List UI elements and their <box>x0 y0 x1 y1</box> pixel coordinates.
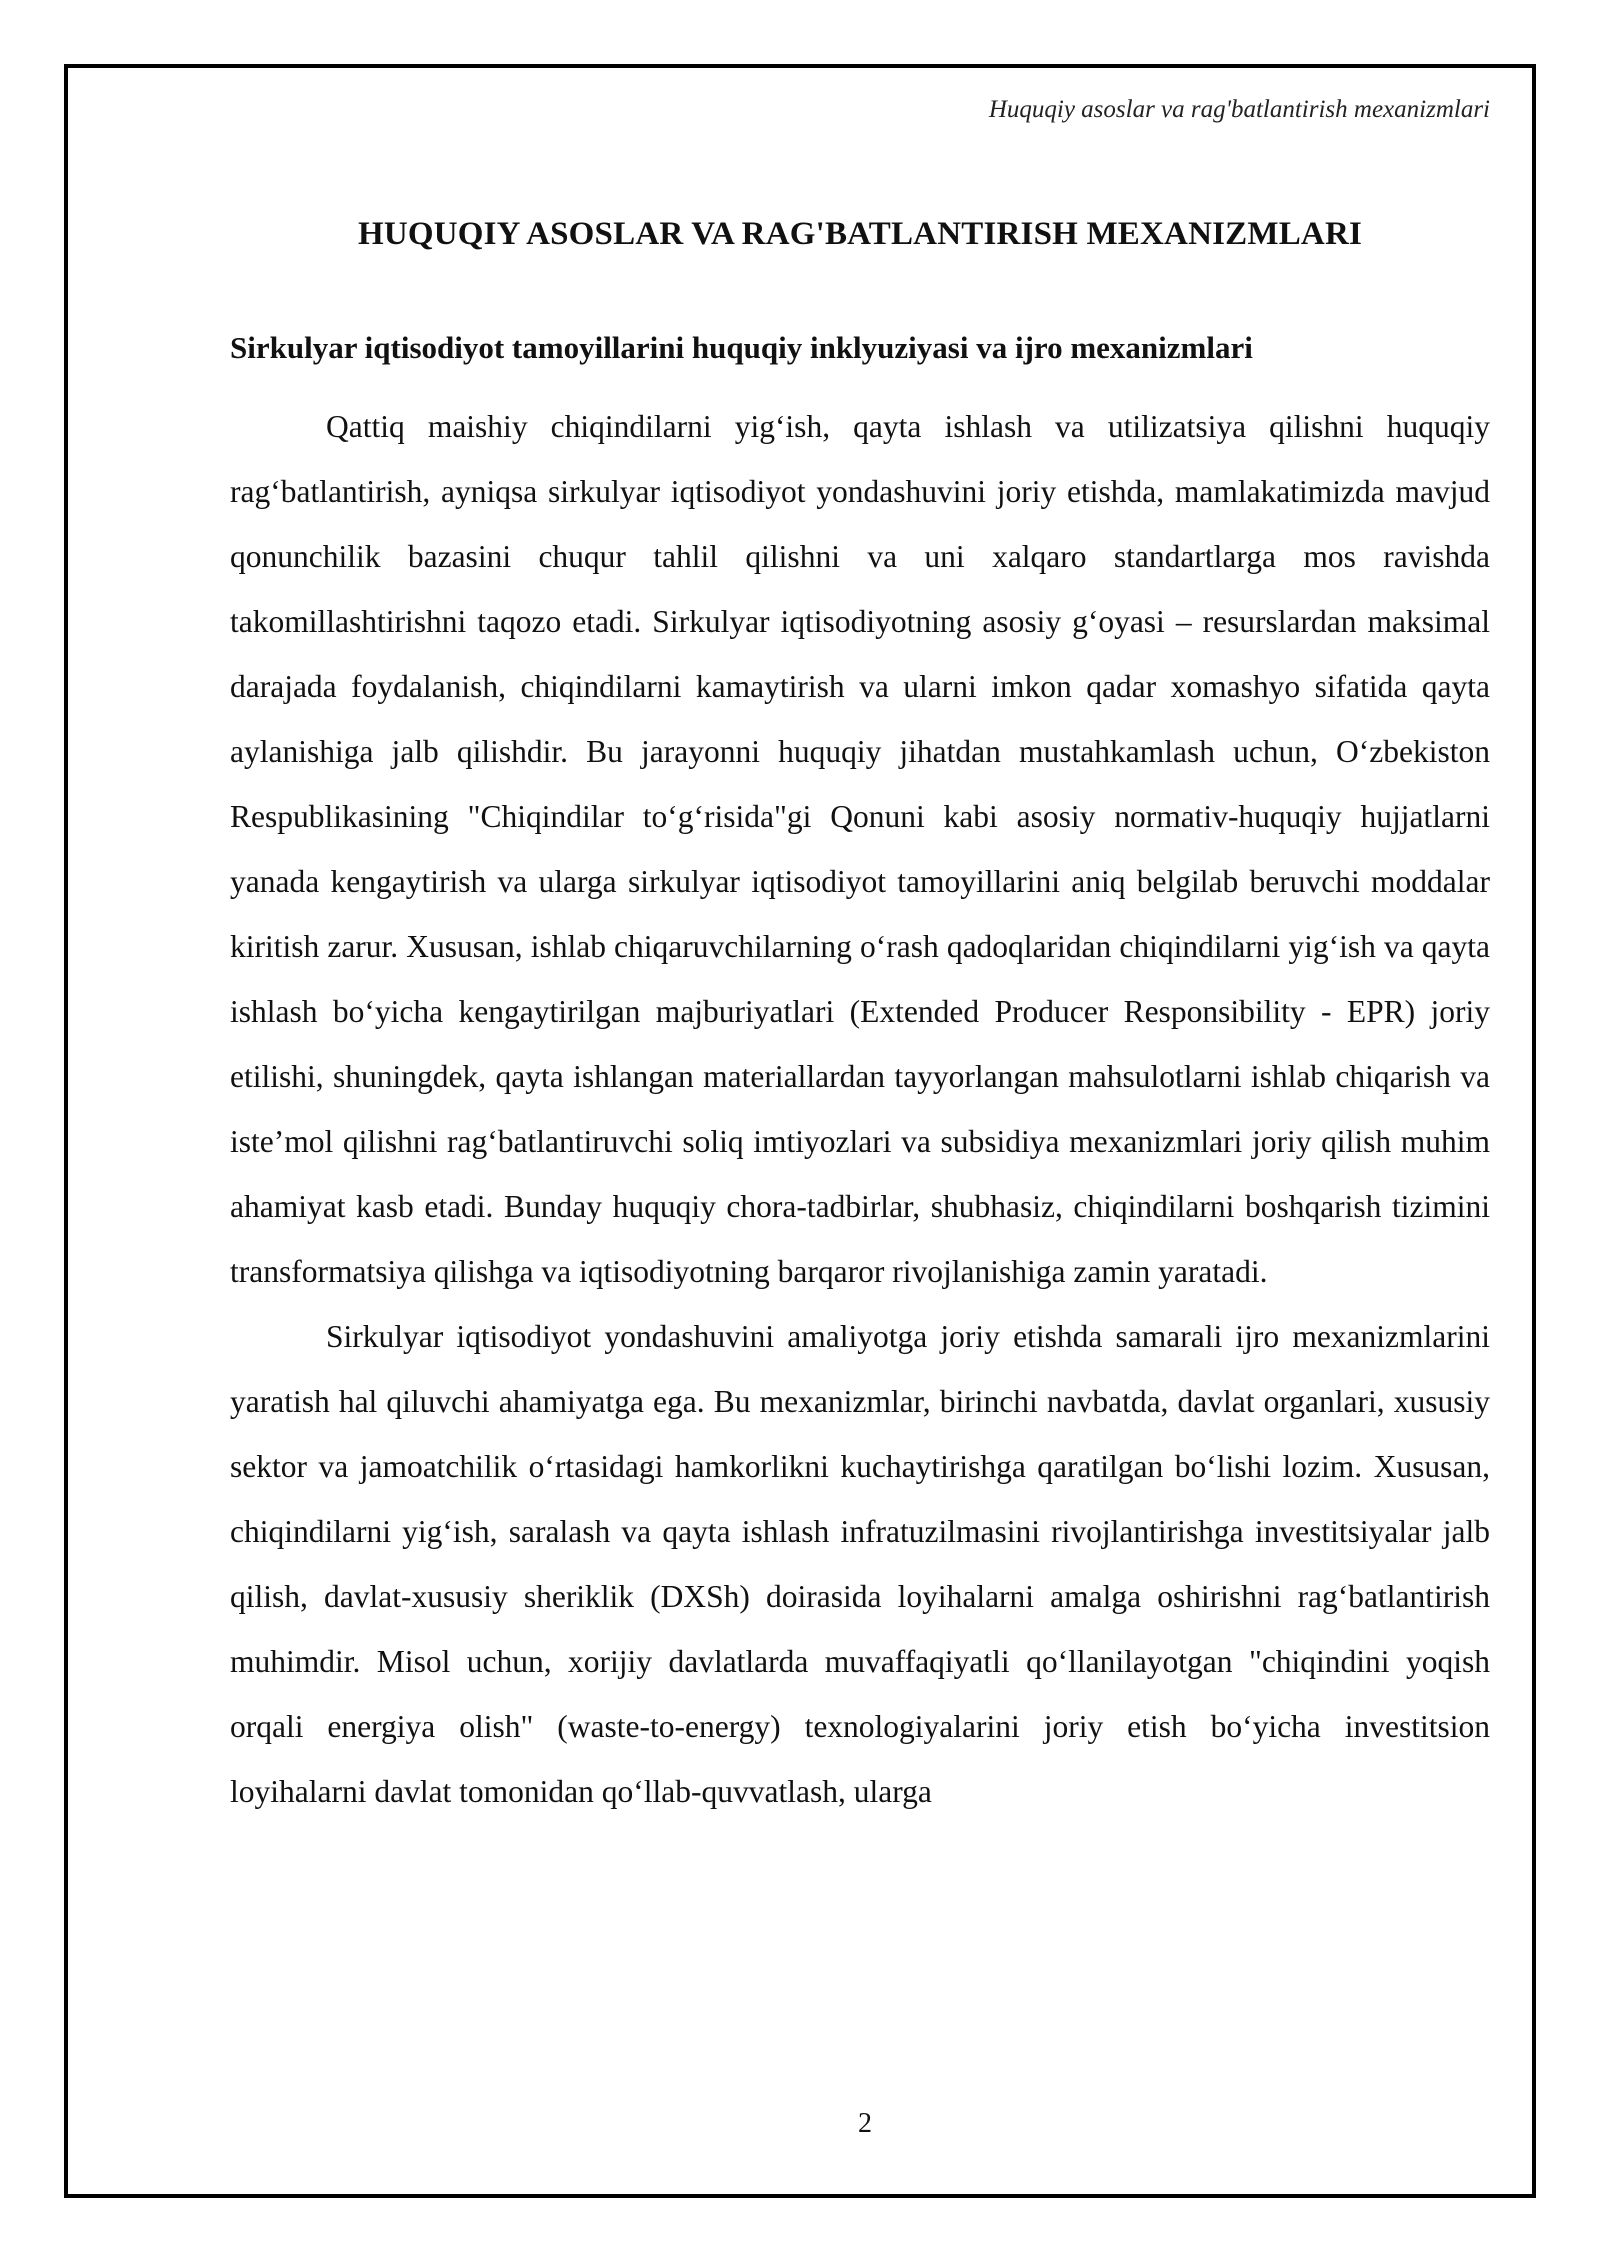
body-paragraph-1: Qattiq maishiy chiqindilarni yig‘ish, qayta ishlash va utilizatsiya qilishni huquqiy rag‘batlantirish, ayniqsa sirkulyar iqtisodiyot yondashuvini joriy etishda, mamlakatimizda mavjud qonunchilik bazasini chuqur tahlil qilishni va uni xalqaro standartlarga mos ravishda takomillashtirishni taqozo etadi. Sirkulyar iqtisodiyotning asosiy g‘oyasi – resurslardan maksimal darajada foydalanish, chiqindilarni kamaytirish va ularni imkon qadar xomashyo sifatida qayta aylanishiga jalb qilishdir. Bu jarayonni huquqiy jihatdan mustahkamlash uchun, O‘zbekiston Respublikasining "Chiqindilar to‘g‘risida"gi Qonuni kabi asosiy normativ-huquqiy hujjatlarni yanada kengaytirish va ularga sirkulyar iqtisodiyot tamoyillarini aniq belgilab beruvchi moddalar kiritish zarur. Xususan, ishlab chiqaruvchilarning o‘rash qadoqlaridan chiqindilarni yig‘ish va qayta ishlash bo‘yicha kengaytirilgan majburiyatlari (Extended Producer Responsibility - EPR) joriy etilishi, shuningdek, qayta ishlangan materiallardan tayyorlangan mahsulotlarni ishlab chiqarish va iste’mol qilishni rag‘batlantiruvchi soliq imtiyozlari va subsidiya mexanizmlari joriy qilish muhim ahamiyat kasb etadi. Bunday huquqiy chora-tadbirlar, shubhasiz, chiqindilarni boshqarish tizimini transformatsiya qilishga va iqtisodiyotning barqaror rivojlanishiga zamin yaratadi. <box>230 409 1490 1289</box>
body-paragraph-2: Sirkulyar iqtisodiyot yondashuvini amaliyotga joriy etishda samarali ijro mexanizmlarini yaratish hal qiluvchi ahamiyatga ega. Bu mexanizmlar, birinchi navbatda, davlat organlari, xususiy sektor va jamoatchilik o‘rtasidagi hamkorlikni kuchaytirishga qaratilgan bo‘lishi lozim. Xususan, chiqindilarni yig‘ish, saralash va qayta ishlash infratuzilmasini rivojlantirishga investitsiyalar jalb qilish, davlat-xususiy sheriklik (DXSh) doirasida loyihalarni amalga oshirishni rag‘batlantirish muhimdir. Misol uchun, xorijiy davlatlarda muvaffaqiyatli qo‘llanilayotgan "chiqindini yoqish orqali energiya olish" (waste-to-energy) texnologiyalarini joriy etish bo‘yicha investitsion loyihalarni davlat tomonidan qo‘llab-quvvatlash, ularga <box>230 1319 1490 1809</box>
section-heading: Sirkulyar iqtisodiyot tamoyillarini huquqiy inklyuziyasi va ijro mexanizmlari <box>230 330 1253 365</box>
document-body <box>230 324 1490 1824</box>
page-number: 2 <box>858 2108 872 2139</box>
running-header: Huquqiy asoslar va rag'batlantirish mexanizmlari <box>988 96 1490 123</box>
document-title: HUQUQIY ASOSLAR VA RAG'BATLANTIRISH MEXANIZMLARI <box>357 216 1363 252</box>
